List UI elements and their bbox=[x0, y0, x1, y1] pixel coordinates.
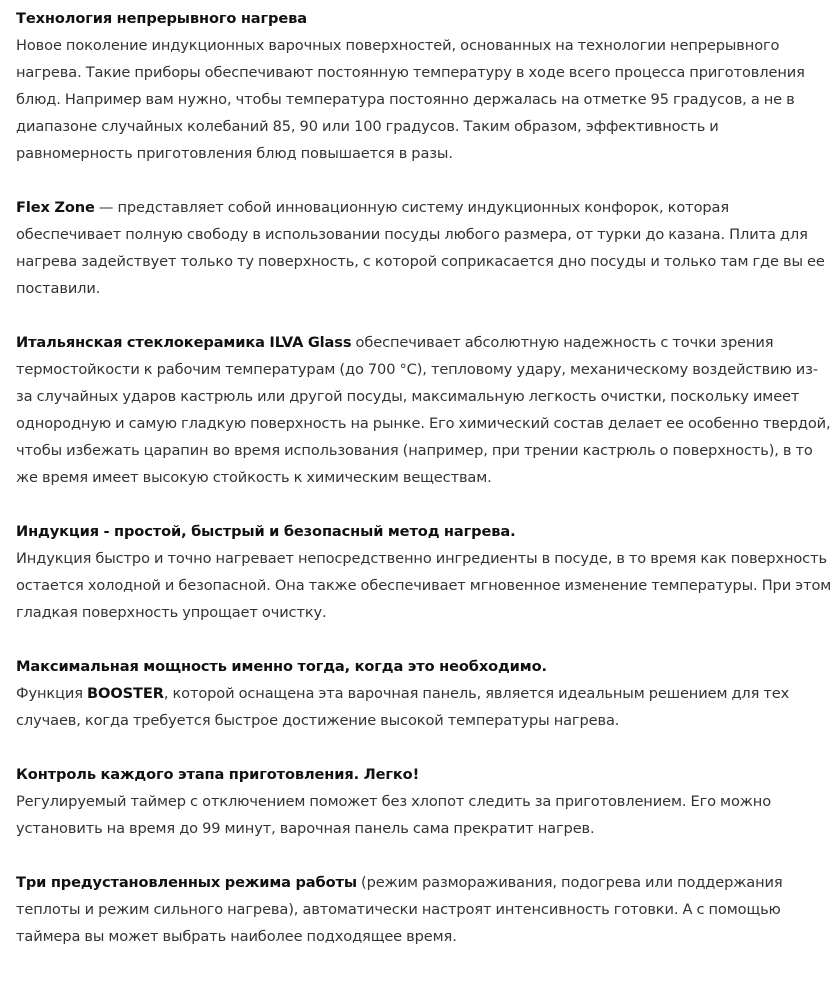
section-heading: Индукция - простой, быстрый и безопасный метод нагрева. bbox=[16, 523, 516, 540]
section-lead: Flex Zone bbox=[16, 199, 95, 216]
section-booster bbox=[16, 653, 832, 734]
section-timer-control bbox=[16, 761, 832, 842]
section-ilva-glass bbox=[16, 329, 832, 491]
section-text-after: , которой оснащена эта варочная панель, является идеальным решением для тех случаев, когда требуется быстрое достижение высокой температуры нагрева. bbox=[16, 685, 790, 729]
section-paragraph bbox=[16, 194, 832, 302]
section-paragraph bbox=[16, 869, 832, 950]
section-text: обеспечивает абсолютную надежность с точки зрения термостойкости к рабочим температурам (до 700 °C), тепловому удару, механическому воздействию из-за случайных ударов кастрюль или другой посуды, максимальную легкость очистки, поскольку имеет однородную и самую гладкую поверхность на рынке. Его химический состав делает ее особенно твердой, чтобы избежать царапин во время использования (например, при трении кастрюль о поверхность), в то же время имеет высокую стойкость к химическим веществам. bbox=[16, 334, 831, 486]
section-text: — представляет собой инновационную систему индукционных конфорок, которая обеспечивает полную свободу в использовании посуды любого размера, от турки до казана. Плита для нагрева задействует только ту поверхность, с которой соприкасается дно посуды и только там где вы ее поставили. bbox=[16, 199, 825, 297]
section-text: (режим размораживания, подогрева или поддержания теплоты и режим сильного нагрева), автоматически настроят интенсивность готовки. А с помощью таймера вы может выбрать наиболее подходящее время. bbox=[16, 874, 783, 945]
section-flex-zone bbox=[16, 194, 832, 302]
section-heading: Технология непрерывного нагрева bbox=[16, 10, 307, 27]
section-induction bbox=[16, 518, 832, 626]
section-lead: Итальянская стеклокерамика ILVA Glass bbox=[16, 334, 352, 351]
section-continuous-heating bbox=[16, 5, 832, 167]
section-text: Индукция быстро и точно нагревает непосредственно ингредиенты в посуде, в то время как поверхность остается холодной и безопасной. Она также обеспечивает мгновенное изменение температуры. При этом гладкая поверхность упрощает очистку. bbox=[16, 550, 832, 621]
section-preset-modes bbox=[16, 869, 832, 950]
section-paragraph bbox=[16, 329, 832, 491]
section-text: Регулируемый таймер с отключением поможет без хлопот следить за приготовлением. Его можно установить на время до 99 минут, варочная панель сама прекратит нагрев. bbox=[16, 793, 772, 837]
section-heading: Контроль каждого этапа приготовления. Легко! bbox=[16, 766, 420, 783]
section-paragraph bbox=[16, 680, 832, 734]
section-heading: Максимальная мощность именно тогда, когда это необходимо. bbox=[16, 658, 547, 675]
booster-label: BOOSTER bbox=[87, 685, 164, 702]
section-text: Новое поколение индукционных варочных поверхностей, основанных на технологии непрерывного нагрева. Такие приборы обеспечивают постоянную температуру в ходе всего процесса приготовления блюд. Например вам нужно, чтобы температура постоянно держалась на отметке 95 градусов, а не в диапазоне случайных колебаний 85, 90 или 100 градусов. Таким образом, эффективность и равномерность приготовления блюд повышается в разы. bbox=[16, 37, 805, 162]
section-text-before: Функция bbox=[16, 685, 88, 702]
section-lead: Три предустановленных режима работы bbox=[16, 874, 357, 891]
